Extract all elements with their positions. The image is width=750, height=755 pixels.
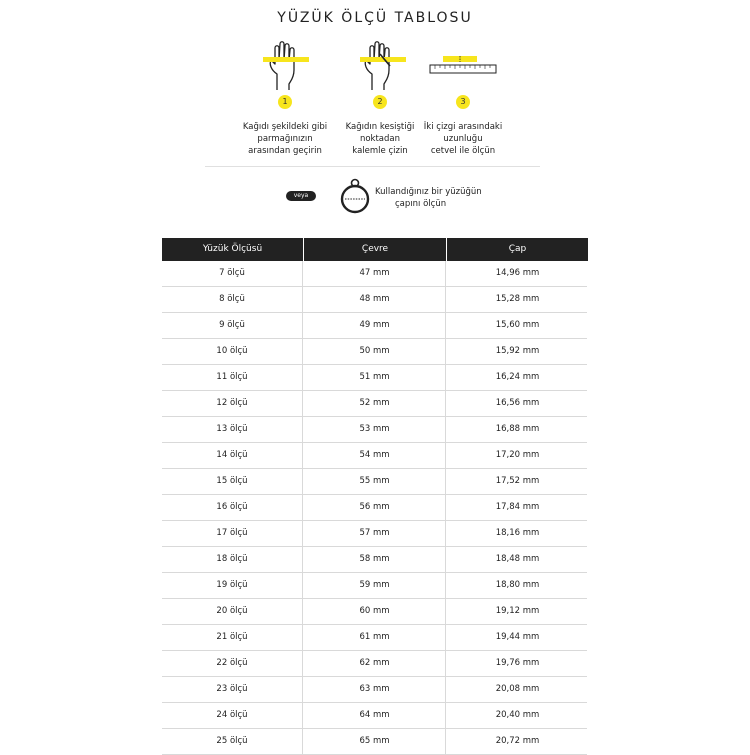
table-body [162, 261, 587, 755]
cell-diameter: 18,48 mm [495, 554, 540, 564]
cell-circumference: 60 mm [304, 599, 446, 624]
table-row [162, 573, 587, 599]
cell-diameter: 18,16 mm [495, 528, 540, 538]
cell-size: 10 ölçü [162, 339, 303, 364]
cell-circumference: 53 mm [304, 417, 446, 442]
cell-size: 15 ölçü [162, 469, 303, 494]
table-row [162, 729, 587, 755]
cell-diameter: 16,56 mm [495, 398, 540, 408]
cell-size: 18 ölçü [162, 547, 303, 572]
cell-size: 21 ölçü [162, 625, 303, 650]
table-row [162, 417, 587, 443]
table-row [162, 703, 587, 729]
cell-circumference: 55 mm [304, 469, 446, 494]
cell-size: 24 ölçü [162, 703, 303, 728]
cell-size: 25 ölçü [162, 729, 303, 754]
cell-circumference: 54 mm [304, 443, 446, 468]
table-row [162, 677, 587, 703]
ring-instruction: Kullandığınız bir yüzüğün çapını ölçün [375, 187, 482, 209]
table-row [162, 469, 587, 495]
step-number: 3 [456, 95, 470, 109]
cell-size: 13 ölçü [162, 417, 303, 442]
table-row [162, 339, 587, 365]
cell-diameter: 15,28 mm [495, 294, 540, 304]
cell-circumference: 62 mm [304, 651, 446, 676]
step-number: 1 [278, 95, 292, 109]
cell-circumference: 61 mm [304, 625, 446, 650]
cell-size: 11 ölçü [162, 365, 303, 390]
cell-diameter: 16,88 mm [495, 424, 540, 434]
cell-size: 8 ölçü [162, 287, 303, 312]
section-divider [205, 166, 540, 167]
cell-size: 20 ölçü [162, 599, 303, 624]
header-size: Yüzük Ölçüsü [162, 238, 303, 261]
table-row [162, 547, 587, 573]
cell-diameter: 15,92 mm [495, 346, 540, 356]
table-row [162, 625, 587, 651]
page-title: YÜZÜK ÖLÇÜ TABLOSU [277, 10, 473, 26]
table-header [162, 238, 587, 261]
or-badge: veya [286, 191, 316, 201]
cell-diameter: 17,52 mm [495, 476, 540, 486]
cell-circumference: 52 mm [304, 391, 446, 416]
cell-diameter: 18,80 mm [495, 580, 540, 590]
cell-circumference: 49 mm [304, 313, 446, 338]
table-row [162, 651, 587, 677]
table-row [162, 261, 587, 287]
cell-diameter: 16,24 mm [495, 372, 540, 382]
ring-icon [338, 178, 372, 214]
cell-circumference: 47 mm [304, 261, 446, 286]
cell-diameter: 17,20 mm [495, 450, 540, 460]
cell-size: 23 ölçü [162, 677, 303, 702]
cell-diameter: 19,44 mm [495, 632, 540, 642]
cell-diameter: 20,72 mm [495, 736, 540, 746]
ring-size-table [162, 238, 587, 755]
cell-size: 22 ölçü [162, 651, 303, 676]
cell-circumference: 50 mm [304, 339, 446, 364]
cell-diameter: 19,12 mm [495, 606, 540, 616]
cell-size: 12 ölçü [162, 391, 303, 416]
table-row [162, 521, 587, 547]
cell-circumference: 65 mm [304, 729, 446, 754]
step-caption: Kağıdı şekildeki gibi parmağınızın arasından geçirin [242, 122, 328, 156]
cell-diameter: 15,60 mm [495, 320, 540, 330]
step-number: 2 [373, 95, 387, 109]
cell-diameter: 19,76 mm [495, 658, 540, 668]
header-circumference: Çevre [304, 238, 446, 261]
header-diameter: Çap [447, 238, 588, 261]
cell-circumference: 56 mm [304, 495, 446, 520]
table-row [162, 495, 587, 521]
cell-circumference: 48 mm [304, 287, 446, 312]
cell-size: 19 ölçü [162, 573, 303, 598]
cell-size: 9 ölçü [162, 313, 303, 338]
table-row [162, 313, 587, 339]
table-row [162, 365, 587, 391]
table-row [162, 287, 587, 313]
cell-circumference: 59 mm [304, 573, 446, 598]
step-caption: İki çizgi arasındaki uzunluğu cetvel ile ölçün [423, 122, 503, 156]
cell-diameter: 20,40 mm [495, 710, 540, 720]
cell-circumference: 64 mm [304, 703, 446, 728]
table-row [162, 599, 587, 625]
table-row [162, 391, 587, 417]
step-caption: Kağıdın kesiştiği noktadan kalemle çizin [345, 122, 415, 156]
cell-circumference: 63 mm [304, 677, 446, 702]
cell-size: 16 ölçü [162, 495, 303, 520]
cell-circumference: 58 mm [304, 547, 446, 572]
cell-diameter: 14,96 mm [495, 268, 540, 278]
cell-size: 14 ölçü [162, 443, 303, 468]
cell-circumference: 57 mm [304, 521, 446, 546]
step-3 [388, 40, 538, 160]
cell-diameter: 20,08 mm [495, 684, 540, 694]
cell-diameter: 17,84 mm [495, 502, 540, 512]
cell-circumference: 51 mm [304, 365, 446, 390]
ruler-icon [423, 40, 503, 92]
table-row [162, 443, 587, 469]
cell-size: 7 ölçü [162, 261, 303, 286]
cell-size: 17 ölçü [162, 521, 303, 546]
